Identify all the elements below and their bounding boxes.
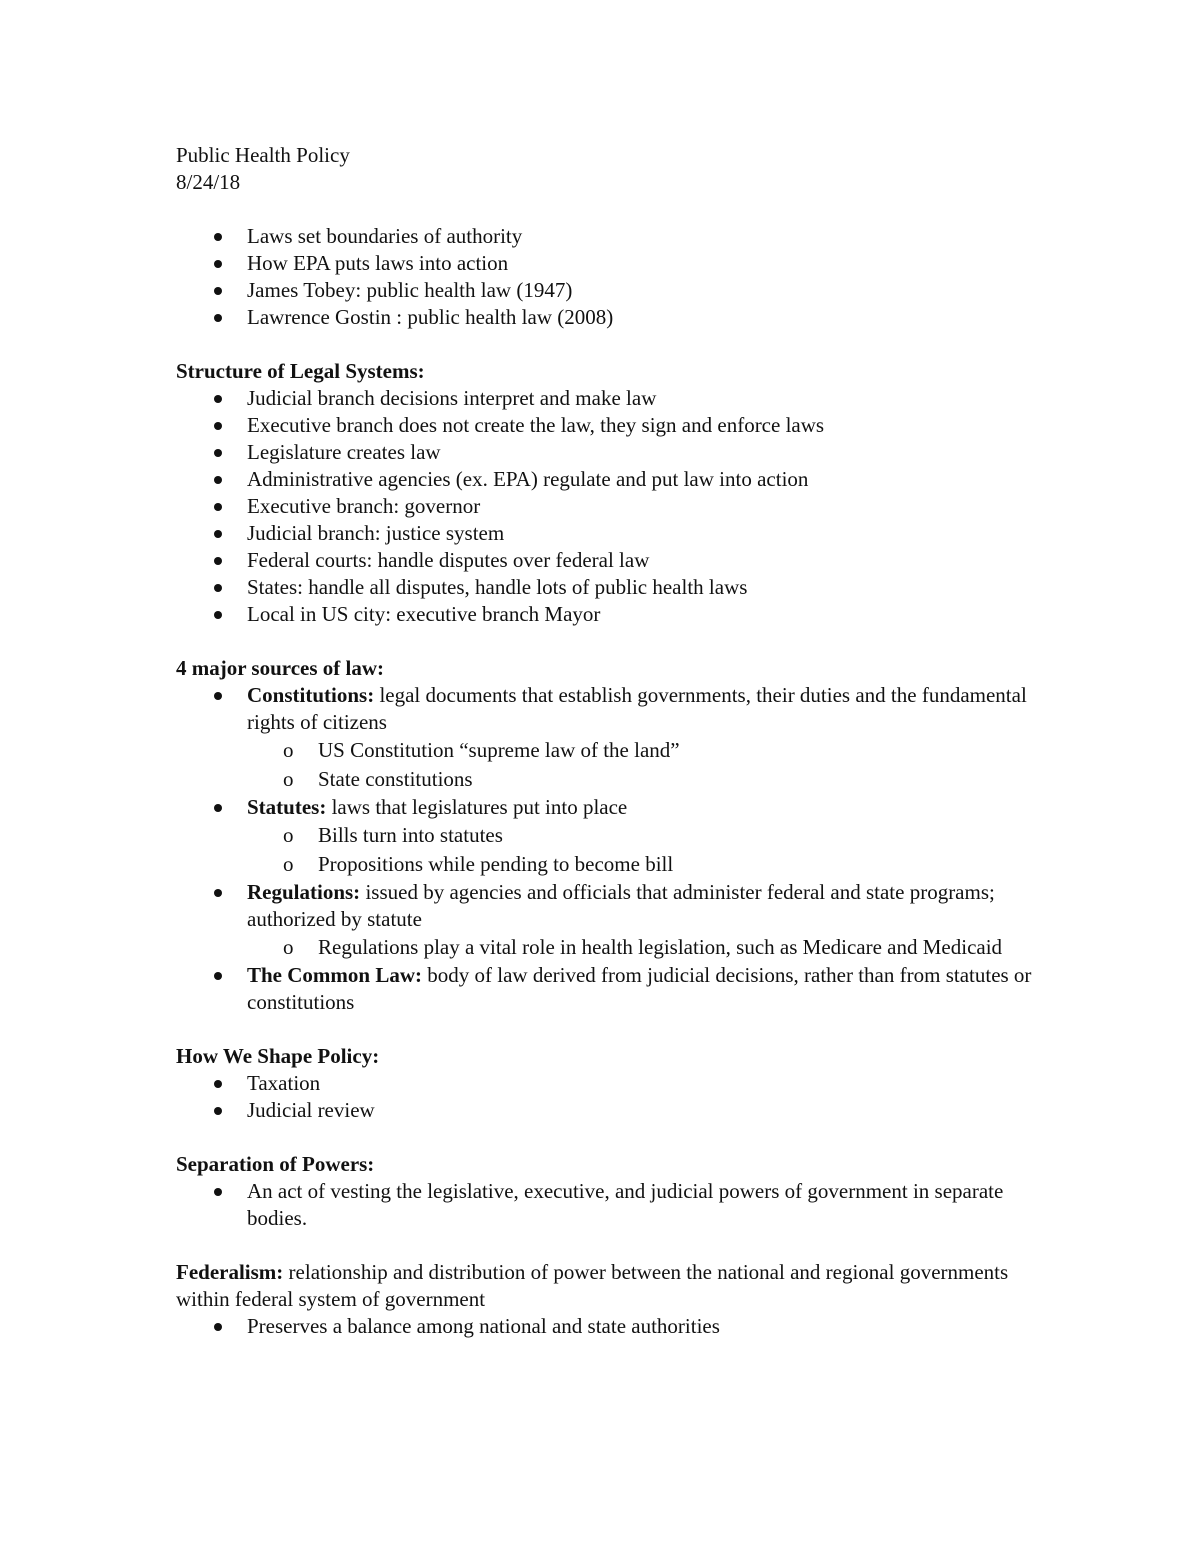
sub-list-item: o Regulations play a vital role in health legislation, such as Medicare and Medicaid [247, 933, 1036, 962]
term-label: Regulations: [247, 880, 361, 904]
list-item: Taxation [176, 1070, 1036, 1097]
list-item: How EPA puts laws into action [176, 250, 1036, 277]
list-item: James Tobey: public health law (1947) [176, 277, 1036, 304]
document-title: Public Health Policy [176, 143, 350, 167]
list-item: Judicial branch decisions interpret and make law [176, 385, 1036, 412]
circle-bullet-icon: o [283, 935, 294, 959]
spacer [176, 1232, 1036, 1259]
term-definition: body of law derived from judicial decisions, rather than from statutes or constitutions [247, 963, 1032, 1014]
sub-list-item: o Bills turn into statutes [247, 821, 1036, 850]
sub-list-item: o US Constitution “supreme law of the land” [247, 736, 1036, 765]
list-item-common-law [176, 962, 1036, 1016]
sub-list [247, 736, 1036, 794]
term-definition: issued by agencies and officials that administer federal and state programs; authorized by statute [247, 880, 995, 931]
list-item: Lawrence Gostin : public health law (2008) [176, 304, 1036, 331]
circle-bullet-icon: o [283, 823, 294, 847]
spacer [176, 1016, 1036, 1043]
list-item: Judicial branch: justice system [176, 520, 1036, 547]
section-heading-structure: Structure of Legal Systems: [176, 359, 425, 383]
structure-list [176, 385, 1036, 628]
list-item: Administrative agencies (ex. EPA) regulate and put law into action [176, 466, 1036, 493]
list-item: Preserves a balance among national and state authorities [176, 1313, 1036, 1340]
term-label: The Common Law: [247, 963, 423, 987]
term-label: Federalism: [176, 1260, 284, 1284]
list-item-statutes [176, 794, 1036, 879]
federalism-list [176, 1313, 1036, 1340]
list-item: Local in US city: executive branch Mayor [176, 601, 1036, 628]
sub-list [247, 821, 1036, 879]
sub-list-item: o Propositions while pending to become bill [247, 850, 1036, 879]
term-definition: laws that legislatures put into place [326, 795, 628, 819]
spacer [176, 331, 1036, 358]
list-item: States: handle all disputes, handle lots of public health laws [176, 574, 1036, 601]
sub-list-item: o State constitutions [247, 765, 1036, 794]
spacer [176, 628, 1036, 655]
spacer [176, 196, 1036, 223]
circle-bullet-icon: o [283, 852, 294, 876]
term-definition: legal documents that establish governments, their duties and the fundamental rights of citizens [247, 683, 1027, 734]
spacer [176, 1124, 1036, 1151]
section-heading-separation: Separation of Powers: [176, 1152, 375, 1176]
intro-list [176, 223, 1036, 331]
shape-policy-list [176, 1070, 1036, 1124]
list-item: Judicial review [176, 1097, 1036, 1124]
document-date: 8/24/18 [176, 170, 241, 194]
term-label: Statutes: [247, 795, 327, 819]
list-item: Legislature creates law [176, 439, 1036, 466]
separation-list [176, 1178, 1036, 1232]
document-page [176, 142, 1036, 1340]
list-item-constitutions [176, 682, 1036, 794]
list-item: Executive branch does not create the law, they sign and enforce laws [176, 412, 1036, 439]
section-heading-shape-policy: How We Shape Policy: [176, 1044, 380, 1068]
sub-list [247, 933, 1036, 962]
list-item: Federal courts: handle disputes over federal law [176, 547, 1036, 574]
federalism-paragraph [176, 1259, 1036, 1313]
sources-list [176, 682, 1036, 1016]
list-item: Executive branch: governor [176, 493, 1036, 520]
section-heading-sources: 4 major sources of law: [176, 656, 385, 680]
term-label: Constitutions: [247, 683, 375, 707]
list-item: An act of vesting the legislative, executive, and judicial powers of government in separate bodies. [176, 1178, 1036, 1232]
circle-bullet-icon: o [283, 738, 294, 762]
term-definition: relationship and distribution of power between the national and regional governments within federal system of government [176, 1260, 1009, 1311]
list-item-regulations [176, 879, 1036, 962]
list-item: Laws set boundaries of authority [176, 223, 1036, 250]
circle-bullet-icon: o [283, 767, 294, 791]
